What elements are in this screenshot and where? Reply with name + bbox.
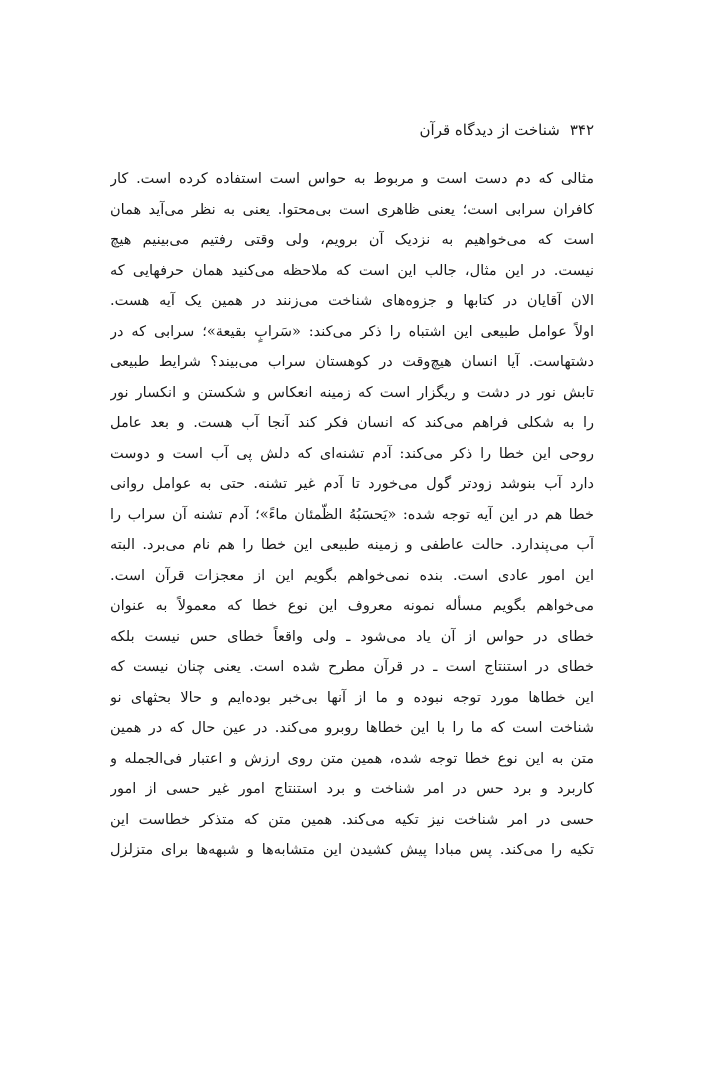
text-line: خطا هم در این آیه توجه شده: «یَحسَبُهُ الظّمئان ماءً»؛ آدم تشنه آن سراب را (110, 506, 594, 523)
text-line: خطای در استنتاج است ـ در قرآن مطرح شده است. یعنی چنان نیست که (110, 659, 594, 675)
text-line: خطای در حواس از آن یاد می‌شود ـ ولی واقعاً خطای حس نیست بلکه (110, 628, 594, 645)
running-header (110, 120, 594, 140)
text-line: شناخت است که ما را با این خطاها روبرو می‌کند. در عین حال که در همین (110, 720, 594, 736)
text-line: تابش نور در دشت و ریگزار است که زمینه انعکاس و شکستن و انکسار نور (110, 384, 594, 401)
text-line: الان آقایان در کتابها و جزوه‌های شناخت می‌زنند در همین یک آیه هست. (110, 293, 594, 309)
page-number: ۳۴۲ (569, 121, 594, 139)
text-line: کافران سرابی است؛ یعنی ظاهری است بی‌محتوا. یعنی به نظر می‌آید همان (110, 201, 594, 218)
text-line: این امور عادی است. بنده نمی‌خواهم بگویم این از معجزات قرآن است. (110, 567, 594, 584)
text-line: تکیه را می‌کند. پس مبادا پیش کشیدن این متشابه‌ها و شبهه‌ها برای متزلزل (110, 842, 594, 858)
text-line: می‌خواهم بگویم مسأله نمونه معروف این نوع خطا که معمولاً به عنوان (110, 598, 594, 614)
text-line: دارد آب بنوشد زودتر گول می‌خورد تا آدم غیر تشنه. حتی به عوامل روانی (110, 476, 594, 492)
text-line: دشتهاست. آیا انسان هیچ‌وقت در کوهستان سراب می‌بیند؟ شرایط طبیعی (110, 354, 594, 370)
text-line: مثالی که دم دست است و مربوط به حواس است استفاده کرده است. کار (110, 171, 594, 187)
text-line: متن به این نوع خطا توجه شده، همین متن روی ارزش و اعتبار فی‌الجمله و (110, 750, 594, 767)
text-line: روحی این خطا را ذکر می‌کند: آدم تشنه‌ای که دلش پی آب است و دوست (110, 445, 594, 462)
text-line: اولاً عوامل طبیعی این اشتباه را ذکر می‌کند: «سَرابٍ بقیعة»؛ سرابی که در (110, 323, 594, 340)
text-line: حسی در امر شناخت نیز تکیه می‌کند. همین متن که متذکر خطاست این (110, 811, 594, 828)
text-line: آب می‌پندارد. حالت عاطفی و زمینه طبیعی این خطا را هم نام می‌برد. البته (110, 537, 594, 553)
text-line: است که می‌خواهیم به نزدیک آن برویم، ولی وقتی رفتیم می‌بینیم هیچ (110, 232, 594, 248)
running-title: شناخت از دیدگاه قرآن (419, 121, 560, 139)
text-line: این خطاها مورد توجه نبوده و ما از آنها بی‌خبر بوده‌ایم و حالا بحثهای نو (110, 689, 594, 706)
body-text (110, 164, 594, 866)
text-line: کاربرد و برد حس در امر شناخت و برد استنتاج امور غیر حسی از امور (110, 781, 594, 797)
text-line: نیست. در این مثال، جالب این است که ملاحظه می‌کنید همان حرفهایی که (110, 262, 594, 279)
text-line: را به شکلی فراهم می‌کند که انسان فکر کند آنجا آب هست. و بعد عامل (110, 415, 594, 431)
